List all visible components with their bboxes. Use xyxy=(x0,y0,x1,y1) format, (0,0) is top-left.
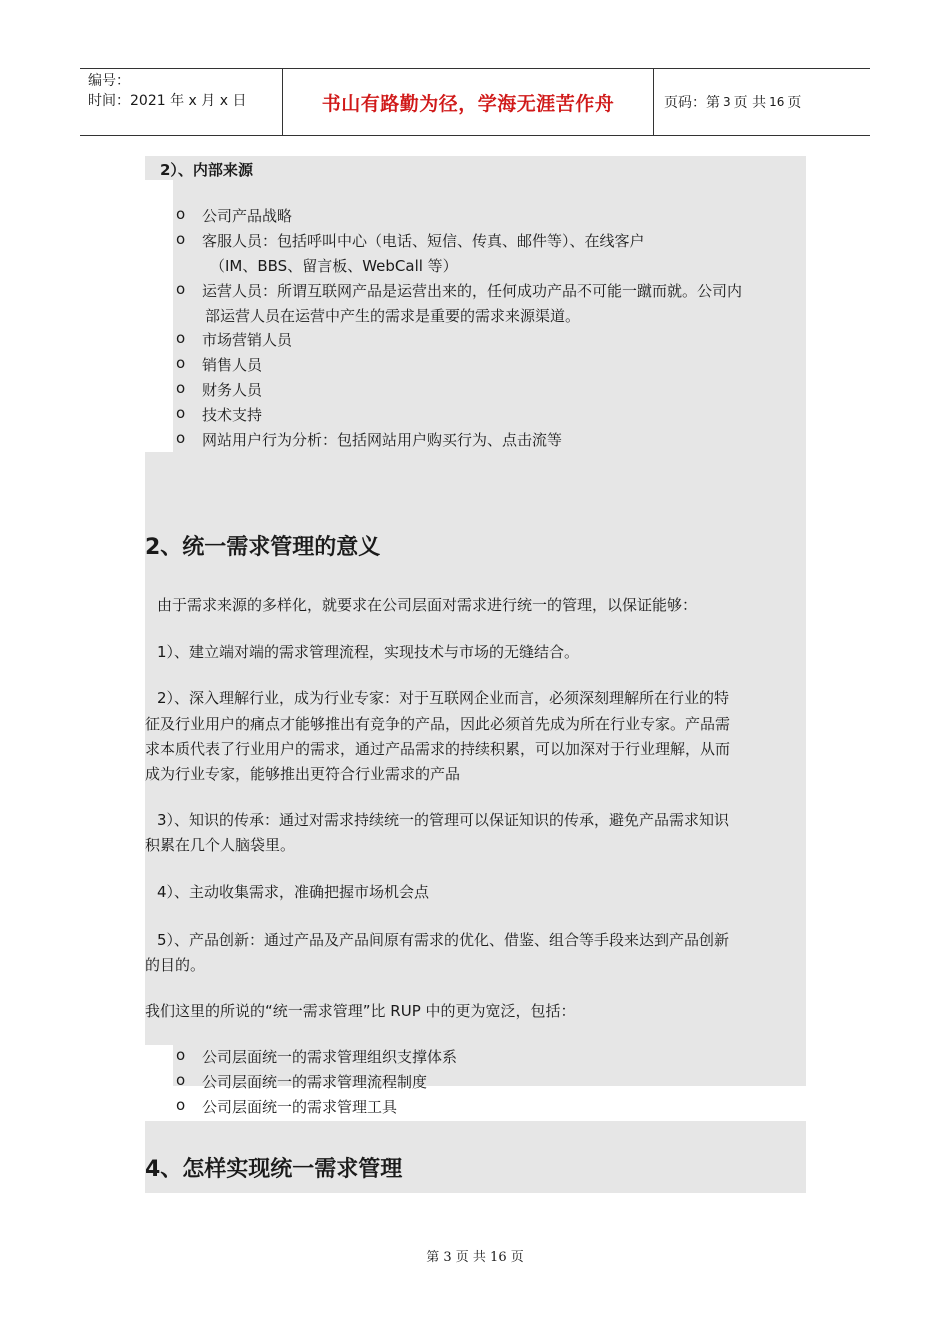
list-item: 销售人员 xyxy=(202,356,263,374)
paragraph-point-1: 1）、建立端对端的需求管理流程，实现技术与市场的无缝结合。 xyxy=(157,643,580,661)
section-heading: 4、怎样实现统一需求管理 xyxy=(145,1157,403,1182)
paragraph-point-2: 成为行业专家，能够推出更符合行业需求的产品 xyxy=(145,765,461,783)
page-prefix: 页码：第 xyxy=(664,95,720,111)
bullet-marker: o xyxy=(176,329,186,347)
list-item: 客服人员：包括呼叫中心（电话、短信、传真、邮件等）、在线客户 xyxy=(202,232,645,250)
page-mid: 页 共 xyxy=(733,95,767,111)
bullet-marker: o xyxy=(176,1096,186,1114)
bullet-marker: o xyxy=(176,1046,186,1064)
paragraph-point-2: 求本质代表了行业用户的需求，通过产品需求的持续积累，可以加深对于行业理解，从而 xyxy=(145,740,731,758)
bullet-marker: o xyxy=(176,280,186,298)
paragraph-point-4: 4）、主动收集需求，准确把握市场机会点 xyxy=(157,883,430,901)
header-motto: 书山有路勤为径，学海无涯苦作舟 xyxy=(282,69,654,135)
bullet-marker: o xyxy=(176,230,186,248)
time-label: 时间：2021 年 x 月 x 日 xyxy=(88,93,247,109)
list-item: 公司层面统一的需求管理组织支撑体系 xyxy=(202,1048,458,1066)
header-meta xyxy=(80,69,282,135)
page-footer: 第 3 页 共 16 页 xyxy=(426,1250,524,1265)
paragraph-scope: 我们这里的所说的“统一需求管理”比 RUP 中的更为宽泛，包括： xyxy=(145,1002,576,1020)
bullet-marker: o xyxy=(176,404,186,422)
shade-gap xyxy=(145,1045,173,1121)
paragraph-intro: 由于需求来源的多样化，就要求在公司层面对需求进行统一的管理，以保证能够： xyxy=(157,596,698,614)
page-header xyxy=(80,68,870,136)
bullet-marker: o xyxy=(176,379,186,397)
paragraph-point-5: 5）、产品创新：通过产品及产品间原有需求的优化、借鉴、组合等手段来达到产品创新 xyxy=(157,931,730,949)
list-item: 技术支持 xyxy=(202,406,263,424)
bullet-marker: o xyxy=(176,1071,186,1089)
list-item: 网站用户行为分析：包括网站用户购买行为、点击流等 xyxy=(202,431,563,449)
list-item: 运营人员：所谓互联网产品是运营出来的，任何成功产品不可能一蹴而就。公司内 xyxy=(202,282,743,300)
list-item: 公司层面统一的需求管理流程制度 xyxy=(202,1073,428,1091)
paragraph-point-2: 征及行业用户的痛点才能够推出有竞争的产品，因此必须首先成为所在行业专家。产品需 xyxy=(145,715,731,733)
subheading-internal-sources: 2）、内部来源 xyxy=(160,161,253,179)
list-item: 公司层面统一的需求管理工具 xyxy=(202,1098,398,1116)
header-page-info xyxy=(654,69,870,135)
list-item-continued: 部运营人员在运营中产生的需求是重要的需求来源渠道。 xyxy=(205,307,581,325)
section-heading: 2、统一需求管理的意义 xyxy=(145,535,381,560)
page-number: 3 xyxy=(723,95,731,109)
list-item-continued: （IM、BBS、留言板、WebCall 等） xyxy=(210,257,458,275)
page-total: 16 xyxy=(769,95,785,109)
bullet-marker: o xyxy=(176,354,186,372)
list-item: 财务人员 xyxy=(202,381,263,399)
list-item: 公司产品战略 xyxy=(202,207,293,225)
page-suffix: 页 xyxy=(787,95,802,111)
paragraph-point-2: 2）、深入理解行业，成为行业专家：对于互联网企业而言，必须深刻理解所在行业的特 xyxy=(157,689,730,707)
list-item: 市场营销人员 xyxy=(202,331,293,349)
paragraph-point-3: 3）、知识的传承：通过对需求持续统一的管理可以保证知识的传承，避免产品需求知识 xyxy=(157,811,730,829)
paragraph-point-5: 的目的。 xyxy=(145,956,206,974)
shade-gap xyxy=(145,180,173,452)
paragraph-point-3: 积累在几个人脑袋里。 xyxy=(145,836,296,854)
bullet-marker: o xyxy=(176,205,186,223)
number-label: 编号： xyxy=(88,73,130,89)
bullet-marker: o xyxy=(176,429,186,447)
